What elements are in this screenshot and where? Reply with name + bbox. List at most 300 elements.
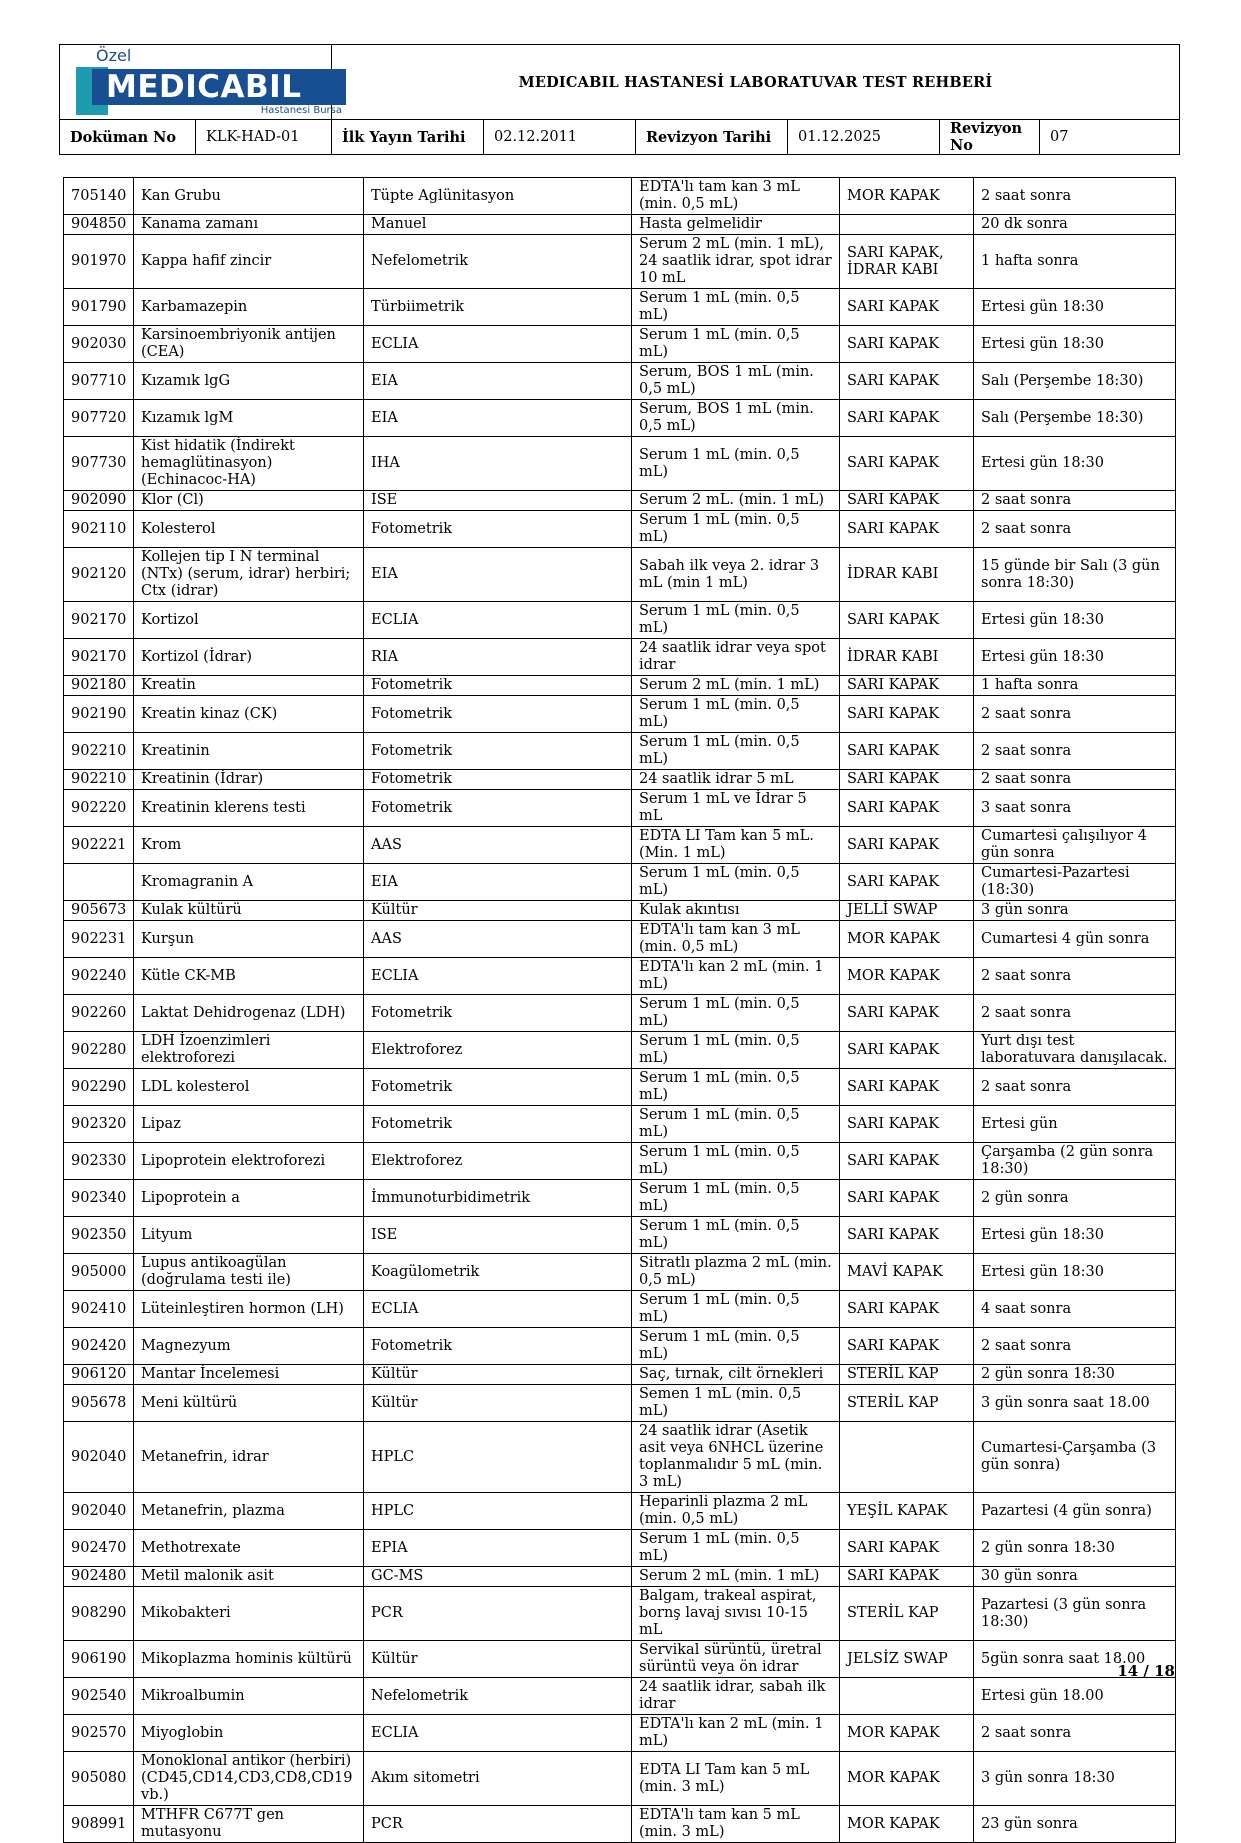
table-row <box>64 995 1176 1032</box>
test-table-body <box>64 178 1176 1843</box>
first-pub-label: İlk Yayın Tarihi <box>332 120 484 155</box>
test-code: 902040 <box>64 1493 134 1530</box>
test-method: Tüpte Aglünitasyon <box>364 178 632 215</box>
test-code: 902320 <box>64 1106 134 1143</box>
table-row <box>64 215 1176 235</box>
test-code: 902540 <box>64 1678 134 1715</box>
result-time: 30 gün sonra <box>974 1567 1176 1587</box>
sample-type: Serum 1 mL (min. 0,5 mL) <box>632 864 840 901</box>
container: SARI KAPAK <box>840 1069 974 1106</box>
test-name: Methotrexate <box>134 1530 364 1567</box>
sample-type: Serum 1 mL (min. 0,5 mL) <box>632 1530 840 1567</box>
document-header <box>59 44 1180 155</box>
container: MOR KAPAK <box>840 1715 974 1752</box>
test-name: Metil malonik asit <box>134 1567 364 1587</box>
test-code: 902410 <box>64 1291 134 1328</box>
table-row <box>64 363 1176 400</box>
test-name: Kanama zamanı <box>134 215 364 235</box>
sample-type: EDTA'lı tam kan 3 mL (min. 0,5 mL) <box>632 178 840 215</box>
table-row <box>64 1752 1176 1806</box>
result-time: Pazartesi (4 gün sonra) <box>974 1493 1176 1530</box>
test-code: 902170 <box>64 602 134 639</box>
test-code: 902180 <box>64 676 134 696</box>
test-method: Fotometrik <box>364 1069 632 1106</box>
test-method: Kültür <box>364 1641 632 1678</box>
test-name: Kortizol <box>134 602 364 639</box>
container: MOR KAPAK <box>840 921 974 958</box>
result-time: Çarşamba (2 gün sonra 18:30) <box>974 1143 1176 1180</box>
result-time: Ertesi gün 18:30 <box>974 326 1176 363</box>
test-code: 902290 <box>64 1069 134 1106</box>
container: SARI KAPAK <box>840 995 974 1032</box>
sample-type: Serum 1 mL (min. 0,5 mL) <box>632 602 840 639</box>
container: SARI KAPAK <box>840 1328 974 1365</box>
test-name: Mikroalbumin <box>134 1678 364 1715</box>
test-name: LDL kolesterol <box>134 1069 364 1106</box>
table-row <box>64 1217 1176 1254</box>
test-code: 907730 <box>64 437 134 491</box>
test-code: 902110 <box>64 511 134 548</box>
container: SARI KAPAK <box>840 602 974 639</box>
test-method: EIA <box>364 548 632 602</box>
sample-type: EDTA'lı kan 2 mL (min. 1 mL) <box>632 958 840 995</box>
container: JELSİZ SWAP <box>840 1641 974 1678</box>
result-time: Yurt dışı test laboratuvara danışılacak. <box>974 1032 1176 1069</box>
test-code: 902570 <box>64 1715 134 1752</box>
container: SARI KAPAK <box>840 1291 974 1328</box>
table-row <box>64 326 1176 363</box>
table-row <box>64 1180 1176 1217</box>
test-method: Fotometrik <box>364 511 632 548</box>
container: MOR KAPAK <box>840 1806 974 1843</box>
result-time: 2 saat sonra <box>974 1715 1176 1752</box>
test-code: 902340 <box>64 1180 134 1217</box>
sample-type: 24 saatlik idrar (Asetik asit veya 6NHCL üzerine toplanmalıdır 5 mL (min. 3 mL) <box>632 1422 840 1493</box>
container: SARI KAPAK <box>840 326 974 363</box>
sample-type: 24 saatlik idrar, sabah ilk idrar <box>632 1678 840 1715</box>
test-method: Fotometrik <box>364 1328 632 1365</box>
test-code: 905678 <box>64 1385 134 1422</box>
table-row <box>64 235 1176 289</box>
test-name: Kolesterol <box>134 511 364 548</box>
container: MAVİ KAPAK <box>840 1254 974 1291</box>
test-name: Metanefrin, plazma <box>134 1493 364 1530</box>
container: MOR KAPAK <box>840 958 974 995</box>
container: SARI KAPAK, İDRAR KABI <box>840 235 974 289</box>
result-time: 1 hafta sonra <box>974 235 1176 289</box>
sample-type: Saç, tırnak, cilt örnekleri <box>632 1365 840 1385</box>
sample-type: Serum, BOS 1 mL (min. 0,5 mL) <box>632 400 840 437</box>
test-code: 902260 <box>64 995 134 1032</box>
test-method: ECLIA <box>364 326 632 363</box>
table-row <box>64 921 1176 958</box>
result-time: Salı (Perşembe 18:30) <box>974 400 1176 437</box>
test-method: Fotometrik <box>364 790 632 827</box>
table-row <box>64 400 1176 437</box>
result-time: 2 gün sonra <box>974 1180 1176 1217</box>
test-name: Krom <box>134 827 364 864</box>
sample-type: Servikal sürüntü, üretral sürüntü veya ön idrar <box>632 1641 840 1678</box>
doc-no-label: Doküman No <box>60 120 196 155</box>
sample-type: Serum 1 mL (min. 0,5 mL) <box>632 511 840 548</box>
table-row <box>64 1715 1176 1752</box>
test-code: 902330 <box>64 1143 134 1180</box>
table-row <box>64 1328 1176 1365</box>
test-code: 901790 <box>64 289 134 326</box>
container: SARI KAPAK <box>840 733 974 770</box>
sample-type: EDTA'lı tam kan 5 mL (min. 3 mL) <box>632 1806 840 1843</box>
sample-type: Serum 1 mL (min. 0,5 mL) <box>632 1217 840 1254</box>
test-method: AAS <box>364 827 632 864</box>
test-name: Miyoglobin <box>134 1715 364 1752</box>
result-time: Ertesi gün 18:30 <box>974 289 1176 326</box>
sample-type: Serum, BOS 1 mL (min. 0,5 mL) <box>632 363 840 400</box>
result-time: 20 dk sonra <box>974 215 1176 235</box>
test-method: Elektroforez <box>364 1032 632 1069</box>
result-time: 2 saat sonra <box>974 511 1176 548</box>
test-name: Kızamık lgM <box>134 400 364 437</box>
sample-type: Balgam, trakeal aspirat, bornş lavaj sıvısı 10-15 mL <box>632 1587 840 1641</box>
container: SARI KAPAK <box>840 363 974 400</box>
test-code: 902420 <box>64 1328 134 1365</box>
result-time: Ertesi gün 18.00 <box>974 1678 1176 1715</box>
container: SARI KAPAK <box>840 491 974 511</box>
test-name: Kütle CK-MB <box>134 958 364 995</box>
test-name: Lupus antikoagülan (doğrulama testi ile) <box>134 1254 364 1291</box>
test-name: Lipoprotein a <box>134 1180 364 1217</box>
container: YEŞİL KAPAK <box>840 1493 974 1530</box>
table-row <box>64 1530 1176 1567</box>
test-method: Nefelometrik <box>364 1678 632 1715</box>
table-row <box>64 178 1176 215</box>
sample-type: Serum 1 mL (min. 0,5 mL) <box>632 437 840 491</box>
test-method: Kültür <box>364 901 632 921</box>
table-row <box>64 548 1176 602</box>
container <box>840 1678 974 1715</box>
result-time: Ertesi gün 18:30 <box>974 602 1176 639</box>
sample-type: Serum 1 mL (min. 0,5 mL) <box>632 1328 840 1365</box>
sample-type: Serum 1 mL (min. 0,5 mL) <box>632 1032 840 1069</box>
container: SARI KAPAK <box>840 676 974 696</box>
test-code: 901970 <box>64 235 134 289</box>
test-code: 905000 <box>64 1254 134 1291</box>
sample-type: Serum 1 mL (min. 0,5 mL) <box>632 1069 840 1106</box>
test-method: Nefelometrik <box>364 235 632 289</box>
test-method: Fotometrik <box>364 696 632 733</box>
sample-type: Serum 1 mL (min. 0,5 mL) <box>632 289 840 326</box>
container: MOR KAPAK <box>840 178 974 215</box>
test-method: Fotometrik <box>364 676 632 696</box>
test-code: 902470 <box>64 1530 134 1567</box>
sample-type: EDTA'lı tam kan 3 mL (min. 0,5 mL) <box>632 921 840 958</box>
table-row <box>64 491 1176 511</box>
test-name: Magnezyum <box>134 1328 364 1365</box>
sample-type: Serum 1 mL (min. 0,5 mL) <box>632 696 840 733</box>
test-method: İmmunoturbidimetrik <box>364 1180 632 1217</box>
test-name: Lipoprotein elektroforezi <box>134 1143 364 1180</box>
test-name: Kreatin <box>134 676 364 696</box>
test-method: ECLIA <box>364 602 632 639</box>
test-name: Kreatinin (İdrar) <box>134 770 364 790</box>
test-code: 902221 <box>64 827 134 864</box>
test-name: Klor (Cl) <box>134 491 364 511</box>
test-name: Kreatin kinaz (CK) <box>134 696 364 733</box>
test-code: 902350 <box>64 1217 134 1254</box>
container: STERİL KAP <box>840 1587 974 1641</box>
test-method: Kültür <box>364 1365 632 1385</box>
test-name: Kappa hafif zincir <box>134 235 364 289</box>
sample-type: Serum 2 mL (min. 1 mL), 24 saatlik idrar, spot idrar 10 mL <box>632 235 840 289</box>
test-method: Manuel <box>364 215 632 235</box>
test-name: Lipaz <box>134 1106 364 1143</box>
container: STERİL KAP <box>840 1385 974 1422</box>
table-row <box>64 289 1176 326</box>
test-name: Lityum <box>134 1217 364 1254</box>
table-row <box>64 770 1176 790</box>
test-code: 902240 <box>64 958 134 995</box>
test-method: HPLC <box>364 1493 632 1530</box>
result-time: Cumartesi-Pazartesi (18:30) <box>974 864 1176 901</box>
sample-type: Serum 1 mL ve İdrar 5 mL <box>632 790 840 827</box>
logo-wordmark: MEDICABIL <box>106 69 302 105</box>
test-name: Metanefrin, idrar <box>134 1422 364 1493</box>
test-name: Kreatinin klerens testi <box>134 790 364 827</box>
table-row <box>64 1291 1176 1328</box>
sample-type: 24 saatlik idrar 5 mL <box>632 770 840 790</box>
container: SARI KAPAK <box>840 1143 974 1180</box>
table-row <box>64 511 1176 548</box>
table-row <box>64 639 1176 676</box>
doc-no-value: KLK-HAD-01 <box>196 120 332 155</box>
sample-type: Serum 1 mL (min. 0,5 mL) <box>632 995 840 1032</box>
result-time: 5gün sonra saat 18.00 <box>974 1641 1176 1678</box>
test-method: ECLIA <box>364 1715 632 1752</box>
table-row <box>64 1254 1176 1291</box>
table-row <box>64 790 1176 827</box>
test-code: 902231 <box>64 921 134 958</box>
rev-no-label: Revizyon No <box>940 120 1040 155</box>
result-time: Cumartesi çalışılıyor 4 gün sonra <box>974 827 1176 864</box>
sample-type: Kulak akıntısı <box>632 901 840 921</box>
test-code: 908290 <box>64 1587 134 1641</box>
rev-date-value: 01.12.2025 <box>788 120 940 155</box>
hospital-logo <box>76 47 348 117</box>
container: SARI KAPAK <box>840 289 974 326</box>
test-name: Meni kültürü <box>134 1385 364 1422</box>
table-row <box>64 696 1176 733</box>
test-method: Türbiimetrik <box>364 289 632 326</box>
sample-type: Serum 1 mL (min. 0,5 mL) <box>632 733 840 770</box>
test-code: 902090 <box>64 491 134 511</box>
test-code: 902480 <box>64 1567 134 1587</box>
result-time: 3 saat sonra <box>974 790 1176 827</box>
sample-type: Serum 1 mL (min. 0,5 mL) <box>632 1180 840 1217</box>
sample-type: Serum 2 mL (min. 1 mL) <box>632 1567 840 1587</box>
result-time: 2 saat sonra <box>974 1328 1176 1365</box>
result-time: Ertesi gün 18:30 <box>974 639 1176 676</box>
result-time: 15 günde bir Salı (3 gün sonra 18:30) <box>974 548 1176 602</box>
table-row <box>64 864 1176 901</box>
container: SARI KAPAK <box>840 400 974 437</box>
result-time: 23 gün sonra <box>974 1806 1176 1843</box>
result-time: Ertesi gün 18:30 <box>974 1254 1176 1291</box>
container <box>840 1422 974 1493</box>
container: SARI KAPAK <box>840 770 974 790</box>
container: SARI KAPAK <box>840 1106 974 1143</box>
table-row <box>64 1422 1176 1493</box>
table-row <box>64 901 1176 921</box>
result-time: 2 gün sonra 18:30 <box>974 1365 1176 1385</box>
test-name: Monoklonal antikor (herbiri) (CD45,CD14,CD3,CD8,CD19 vb.) <box>134 1752 364 1806</box>
rev-date-label: Revizyon Tarihi <box>636 120 788 155</box>
test-name: Kreatinin <box>134 733 364 770</box>
test-code: 906190 <box>64 1641 134 1678</box>
test-method: Fotometrik <box>364 770 632 790</box>
test-code: 902190 <box>64 696 134 733</box>
table-row <box>64 958 1176 995</box>
test-name: LDH İzoenzimleri elektroforezi <box>134 1032 364 1069</box>
result-time: 3 gün sonra saat 18.00 <box>974 1385 1176 1422</box>
test-name: Laktat Dehidrogenaz (LDH) <box>134 995 364 1032</box>
sample-type: Hasta gelmelidir <box>632 215 840 235</box>
container: STERİL KAP <box>840 1365 974 1385</box>
container <box>840 215 974 235</box>
container: SARI KAPAK <box>840 1567 974 1587</box>
container: MOR KAPAK <box>840 1752 974 1806</box>
result-time: 2 saat sonra <box>974 696 1176 733</box>
test-name: Mikobakteri <box>134 1587 364 1641</box>
table-row <box>64 1806 1176 1843</box>
test-name: Kist hidatik (İndirekt hemaglütinasyon)(Echinacoc-HA) <box>134 437 364 491</box>
result-time: 2 saat sonra <box>974 491 1176 511</box>
container: SARI KAPAK <box>840 790 974 827</box>
test-method: AAS <box>364 921 632 958</box>
test-method: PCR <box>364 1806 632 1843</box>
rev-no-value: 07 <box>1040 120 1180 155</box>
result-time: Pazartesi (3 gün sonra 18:30) <box>974 1587 1176 1641</box>
table-row <box>64 1143 1176 1180</box>
test-method: Kültür <box>364 1385 632 1422</box>
result-time: Ertesi gün <box>974 1106 1176 1143</box>
table-row <box>64 827 1176 864</box>
sample-type: EDTA'lı kan 2 mL (min. 1 mL) <box>632 1715 840 1752</box>
test-method: Fotometrik <box>364 733 632 770</box>
sample-type: Sabah ilk veya 2. idrar 3 mL (min 1 mL) <box>632 548 840 602</box>
test-code: 905080 <box>64 1752 134 1806</box>
sample-type: Serum 2 mL (min. 1 mL) <box>632 676 840 696</box>
sample-type: Semen 1 mL (min. 0,5 mL) <box>632 1385 840 1422</box>
logo-cell <box>60 45 342 120</box>
test-code: 905673 <box>64 901 134 921</box>
container: SARI KAPAK <box>840 827 974 864</box>
test-code: 705140 <box>64 178 134 215</box>
result-time: Salı (Perşembe 18:30) <box>974 363 1176 400</box>
test-name: Kortizol (İdrar) <box>134 639 364 676</box>
test-name: Lüteinleştiren hormon (LH) <box>134 1291 364 1328</box>
table-row <box>64 733 1176 770</box>
test-method: EIA <box>364 864 632 901</box>
sample-type: EDTA LI Tam kan 5 mL (min. 3 mL) <box>632 1752 840 1806</box>
table-row <box>64 437 1176 491</box>
result-time: 2 saat sonra <box>974 770 1176 790</box>
test-name: Mikoplazma hominis kültürü <box>134 1641 364 1678</box>
test-code: 902120 <box>64 548 134 602</box>
table-row <box>64 602 1176 639</box>
table-row <box>64 1567 1176 1587</box>
result-time: 2 saat sonra <box>974 1069 1176 1106</box>
sample-type: Sitratlı plazma 2 mL (min. 0,5 mL) <box>632 1254 840 1291</box>
test-table <box>63 177 1176 1843</box>
test-code: 902280 <box>64 1032 134 1069</box>
container: SARI KAPAK <box>840 1217 974 1254</box>
test-code: 902210 <box>64 770 134 790</box>
test-name: Kan Grubu <box>134 178 364 215</box>
container: SARI KAPAK <box>840 864 974 901</box>
test-method: EIA <box>364 363 632 400</box>
test-method: Koagülometrik <box>364 1254 632 1291</box>
logo-subtitle: Hastanesi Bursa <box>260 105 342 116</box>
container: İDRAR KABI <box>840 639 974 676</box>
table-row <box>64 1493 1176 1530</box>
table-row <box>64 1587 1176 1641</box>
test-code <box>64 864 134 901</box>
test-name: Mantar İncelemesi <box>134 1365 364 1385</box>
table-row <box>64 676 1176 696</box>
test-name: Karsinoembriyonik antijen (CEA) <box>134 326 364 363</box>
sample-type: Serum 1 mL (min. 0,5 mL) <box>632 326 840 363</box>
table-row <box>64 1678 1176 1715</box>
test-method: PCR <box>364 1587 632 1641</box>
container: SARI KAPAK <box>840 1530 974 1567</box>
test-name: Kromagranin A <box>134 864 364 901</box>
test-code: 902040 <box>64 1422 134 1493</box>
result-time: 3 gün sonra 18:30 <box>974 1752 1176 1806</box>
logo-ozel: Özel <box>96 46 132 65</box>
sample-type: Serum 1 mL (min. 0,5 mL) <box>632 1143 840 1180</box>
test-code: 907720 <box>64 400 134 437</box>
test-code: 906120 <box>64 1365 134 1385</box>
result-time: 2 saat sonra <box>974 958 1176 995</box>
test-code: 904850 <box>64 215 134 235</box>
result-time: Cumartesi 4 gün sonra <box>974 921 1176 958</box>
sample-type: Serum 1 mL (min. 0,5 mL) <box>632 1106 840 1143</box>
table-row <box>64 1106 1176 1143</box>
test-method: ECLIA <box>364 1291 632 1328</box>
sample-type: Heparinli plazma 2 mL (min. 0,5 mL) <box>632 1493 840 1530</box>
result-time: Ertesi gün 18:30 <box>974 1217 1176 1254</box>
test-code: 902220 <box>64 790 134 827</box>
result-time: Cumartesi-Çarşamba (3 gün sonra) <box>974 1422 1176 1493</box>
test-method: Fotometrik <box>364 1106 632 1143</box>
container: SARI KAPAK <box>840 511 974 548</box>
result-time: 2 saat sonra <box>974 178 1176 215</box>
table-row <box>64 1032 1176 1069</box>
container: SARI KAPAK <box>840 437 974 491</box>
container: SARI KAPAK <box>840 1180 974 1217</box>
result-time: 2 gün sonra 18:30 <box>974 1530 1176 1567</box>
test-method: ECLIA <box>364 958 632 995</box>
sample-type: Serum 1 mL (min. 0,5 mL) <box>632 1291 840 1328</box>
test-name: Kurşun <box>134 921 364 958</box>
container: SARI KAPAK <box>840 696 974 733</box>
test-code: 902170 <box>64 639 134 676</box>
test-method: Fotometrik <box>364 995 632 1032</box>
test-method: EPIA <box>364 1530 632 1567</box>
result-time: 3 gün sonra <box>974 901 1176 921</box>
first-pub-value: 02.12.2011 <box>484 120 636 155</box>
test-method: GC-MS <box>364 1567 632 1587</box>
test-name: MTHFR C677T gen mutasyonu <box>134 1806 364 1843</box>
